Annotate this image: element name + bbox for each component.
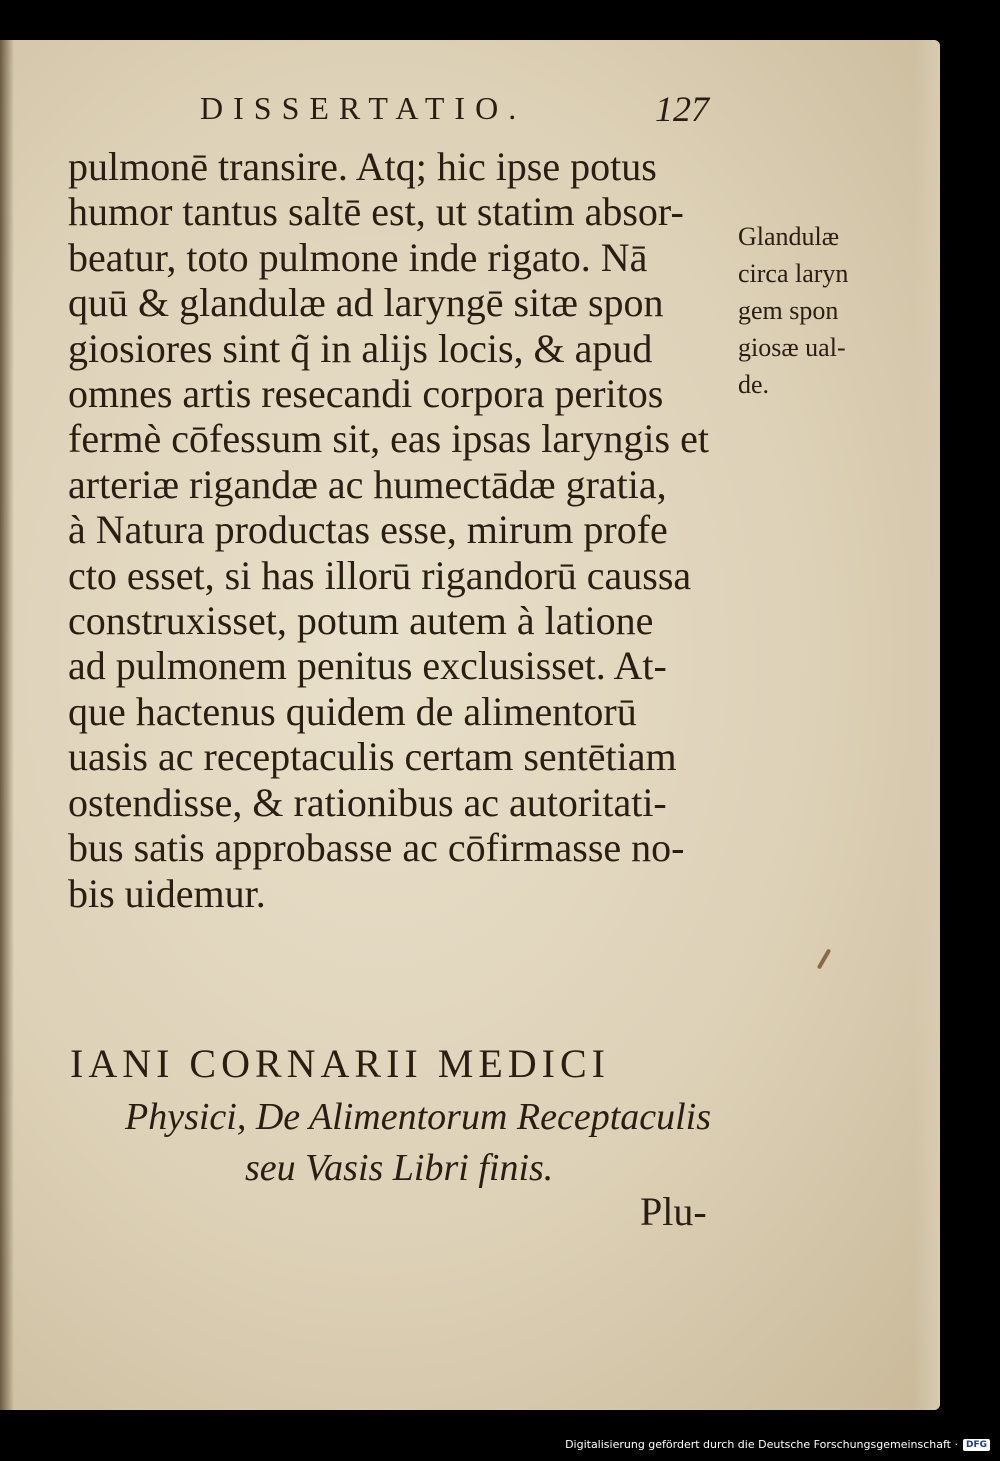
catchword: Plu- bbox=[640, 1189, 707, 1234]
marginal-line: Glandulæ bbox=[738, 222, 840, 251]
body-line: uasis ac receptaculis certam sentētiam bbox=[68, 734, 677, 780]
dfg-logo: DFG bbox=[963, 1439, 990, 1451]
body-line: bis uidemur. bbox=[68, 870, 266, 916]
body-line: bus satis approbasse ac cōfirmasse no- bbox=[68, 825, 685, 871]
body-text bbox=[68, 144, 728, 916]
body-line: ostendisse, & rationibus ac autoritati- bbox=[68, 779, 667, 825]
footer-text: Digitalisierung gefördert durch die Deutsche Forschungsgemeinschaft · bbox=[565, 1438, 958, 1451]
marginal-note bbox=[738, 218, 848, 403]
body-line: giosiores sint q̃ in alijs locis, & apud bbox=[68, 325, 653, 371]
marginal-line: giosæ ual- bbox=[738, 333, 846, 362]
marginal-line: de. bbox=[738, 370, 770, 399]
running-head: DISSERTATIO. bbox=[200, 90, 527, 126]
body-line: construxisset, potum autem à latione bbox=[68, 598, 654, 644]
book-page bbox=[0, 40, 940, 1410]
marginal-line: gem spon bbox=[738, 296, 839, 325]
digitization-footer bbox=[565, 1438, 990, 1451]
body-line: que hactenus quidem de alimentorū bbox=[68, 688, 637, 734]
body-line: à Natura productas esse, mirum profe bbox=[68, 507, 668, 553]
body-line: cto esset, si has illorū rigandorū caussa bbox=[68, 552, 692, 598]
body-line: pulmonē transire. Atq; hic ipse potus bbox=[68, 144, 657, 189]
colophon-title: IANI CORNARII MEDICI bbox=[70, 1041, 610, 1086]
body-line: quū & glandulæ ad laryngē sitæ spon bbox=[68, 280, 664, 326]
body-line: fermè cōfessum sit, eas ipsas laryngis et bbox=[68, 416, 709, 462]
colophon-line-2: Physici, De Alimentorum Receptaculis bbox=[125, 1096, 712, 1138]
ink-mark bbox=[817, 948, 831, 969]
body-line: arteriæ rigandæ ac humectādæ gratia, bbox=[68, 461, 667, 507]
body-line: humor tantus saltē est, ut statim absor- bbox=[68, 189, 684, 235]
colophon-line-3: seu Vasis Libri finis. bbox=[245, 1147, 554, 1189]
page-number: 127 bbox=[655, 89, 709, 129]
body-line: beatur, toto pulmone inde rigato. Nā bbox=[68, 234, 648, 280]
body-line: omnes artis resecandi corpora peritos bbox=[68, 371, 664, 417]
body-line: ad pulmonem penitus exclusisset. At- bbox=[68, 643, 667, 689]
marginal-line: circa laryn bbox=[738, 259, 849, 288]
